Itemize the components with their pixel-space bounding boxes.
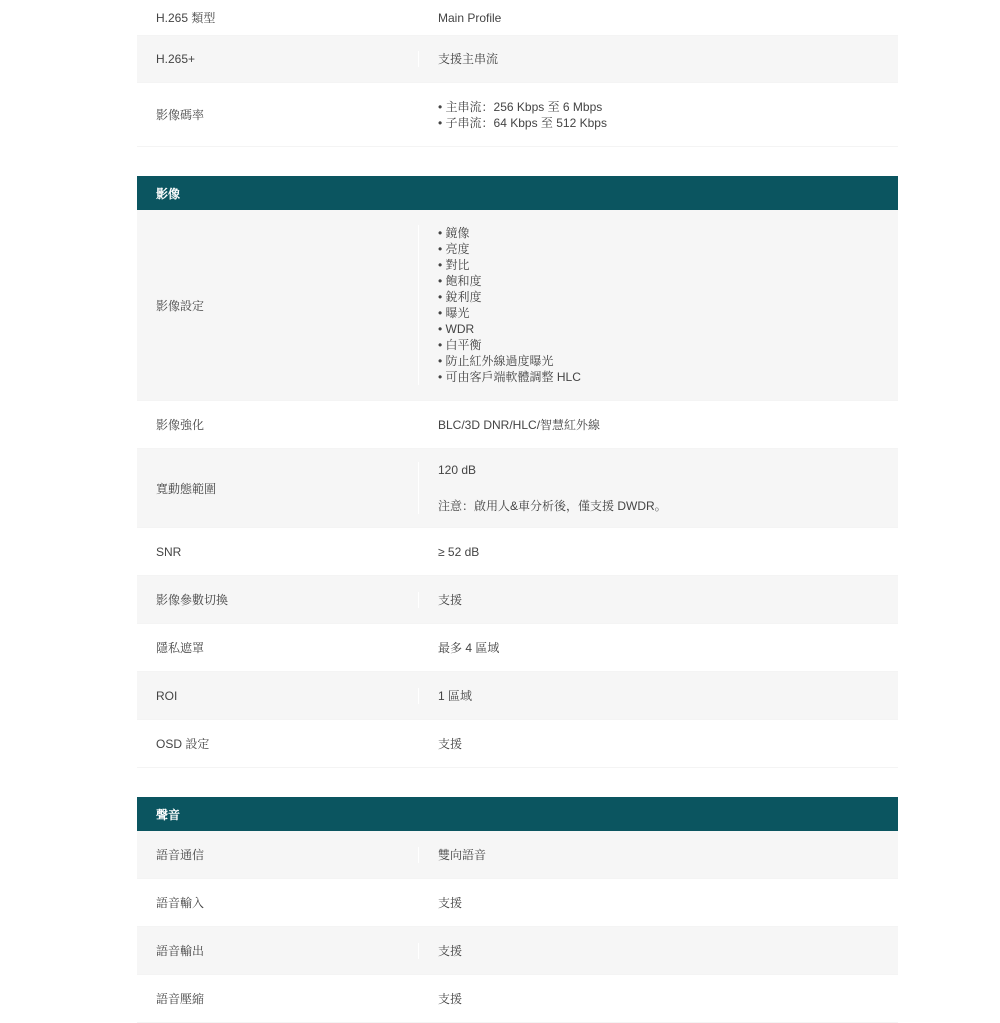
spec-value-line: 支援: [438, 895, 463, 910]
spec-value-line: • 曝光: [438, 306, 470, 320]
spec-value: [418, 417, 898, 433]
spec-label: ROI: [156, 688, 178, 703]
spec-label: 隱私遮罩: [156, 641, 205, 655]
section-audio: [137, 797, 898, 1023]
spec-value-line: 注意：啟用人&車分析後，僅支援 DWDR。: [438, 499, 667, 513]
section-spacer: [137, 147, 898, 176]
spec-label: 語音輸入: [156, 896, 205, 910]
spec-label: 影像碼率: [156, 108, 205, 122]
section-header-audio: 聲音: [137, 797, 898, 831]
spec-value: [418, 991, 898, 1007]
section-header-image: 影像: [137, 176, 898, 210]
spec-value-line: • 子串流：64 Kbps 至 512 Kbps: [438, 115, 607, 130]
spec-label: 影像參數切換: [156, 593, 229, 607]
spec-value: [418, 943, 898, 959]
spec-row-voice-output: [137, 927, 898, 975]
spec-row-voice-input: [137, 879, 898, 927]
spec-row-h265-plus: [137, 36, 898, 83]
spec-row-voice-compression: [137, 975, 898, 1023]
spec-value-line: • 鏡像: [438, 226, 470, 240]
spec-row-image-enhancement: [137, 401, 898, 449]
spec-value-gap: [438, 478, 898, 498]
spec-value: [418, 51, 898, 67]
spec-value-line: • 飽和度: [438, 274, 482, 288]
spec-row-voice-comm: [137, 831, 898, 879]
spec-value-line: 支援主串流: [438, 52, 499, 66]
spec-label: OSD 設定: [156, 737, 210, 751]
spec-value-line: • WDR: [438, 322, 475, 336]
spec-row-h265-type: [137, 0, 898, 36]
spec-value-line: • 銳利度: [438, 290, 482, 304]
section-image: [137, 176, 898, 768]
spec-row-osd: [137, 720, 898, 768]
spec-label: 語音通信: [156, 848, 205, 862]
spec-row-snr: [137, 528, 898, 576]
spec-value-line: 雙向語音: [438, 847, 487, 862]
spec-value: [418, 99, 898, 131]
spec-value-line: 支援: [438, 943, 463, 958]
spec-label: 語音壓縮: [156, 992, 205, 1006]
spec-label: 寬動態範圍: [156, 481, 217, 496]
spec-value-line: • 白平衡: [438, 338, 482, 352]
spec-row-wdr: [137, 449, 898, 528]
spec-value-line: • 主串流：256 Kbps 至 6 Mbps: [438, 99, 603, 114]
spec-value: [418, 895, 898, 911]
spec-value-line: 支援: [438, 736, 463, 751]
section-video-codec: [137, 0, 898, 147]
spec-value: [418, 688, 898, 704]
spec-value: [418, 544, 898, 560]
spec-value-line: 最多 4 區域: [438, 640, 500, 655]
spec-label: H.265+: [156, 52, 196, 66]
spec-value: [418, 225, 898, 385]
spec-value-line: 120 dB: [438, 463, 477, 477]
spec-row-roi: [137, 672, 898, 720]
spec-value-line: BLC/3D DNR/HLC/智慧紅外線: [438, 417, 601, 432]
spec-value: [418, 10, 898, 26]
spec-value-line: 支援: [438, 991, 463, 1006]
spec-row-bitrate: [137, 83, 898, 147]
spec-value-line: Main Profile: [438, 10, 502, 25]
spec-value-line: 1 區域: [438, 688, 473, 703]
spec-row-image-param-switch: [137, 576, 898, 624]
spec-value: [418, 462, 898, 514]
spec-value: [418, 847, 898, 863]
spec-table: [137, 0, 898, 1023]
spec-label: H.265 類型: [156, 11, 216, 25]
spec-value: [418, 592, 898, 608]
spec-value-line: • 可由客戶端軟體調整 HLC: [438, 370, 581, 384]
spec-label: 影像設定: [156, 298, 205, 313]
spec-row-privacy-mask: [137, 624, 898, 672]
spec-value-line: • 亮度: [438, 242, 470, 256]
spec-label: SNR: [156, 544, 182, 559]
spec-label: 影像強化: [156, 418, 205, 432]
spec-value-line: • 對比: [438, 258, 470, 272]
spec-value-line: • 防止紅外線過度曝光: [438, 354, 554, 368]
spec-value-line: 支援: [438, 592, 463, 607]
spec-value: [418, 640, 898, 656]
spec-label: 語音輸出: [156, 944, 205, 958]
spec-row-image-settings: [137, 210, 898, 401]
section-spacer: [137, 768, 898, 797]
spec-value-line: ≥ 52 dB: [438, 544, 480, 559]
spec-value: [418, 736, 898, 752]
